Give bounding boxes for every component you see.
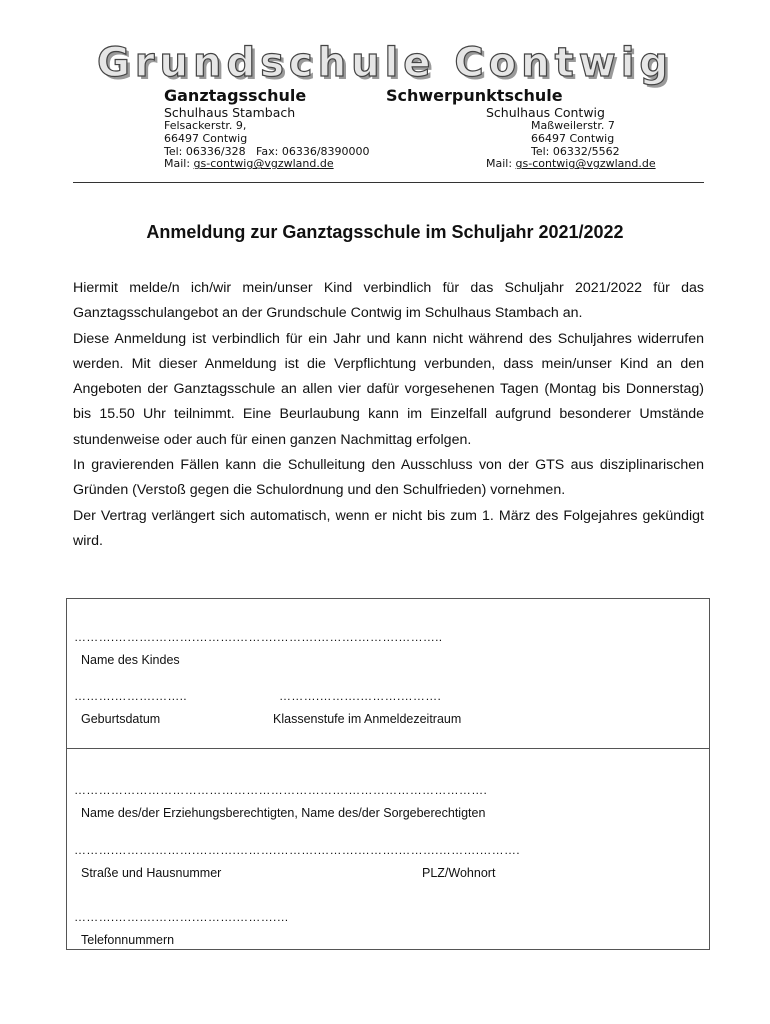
mail-link[interactable]: gs-contwig@vgzwland.de bbox=[193, 157, 334, 171]
child-name-field[interactable]: ……….……….……….……….……….……….……….……….……….. bbox=[74, 630, 443, 644]
address-contwig-name: Schulhaus Contwig bbox=[486, 105, 605, 120]
address-stambach-mail-row bbox=[164, 158, 444, 171]
paragraph: Hiermit melde/n ich/wir mein/unser Kind verbindlich für das Schuljahr 2021/2022 für das Ganztagsschulangebot an der Grundschule Contwig im Schulhaus Stambach an. bbox=[73, 280, 704, 322]
address-contwig-mail-row bbox=[486, 158, 706, 171]
mail-prefix: Mail: bbox=[164, 157, 194, 171]
address-stambach bbox=[164, 106, 444, 171]
mail-prefix: Mail: bbox=[486, 157, 516, 171]
child-name-label: Name des Kindes bbox=[81, 653, 180, 667]
address-contwig-phone: Tel: 06332/5562 bbox=[531, 144, 620, 158]
guardian-name-field[interactable]: ………………………………………………………….……………………………. bbox=[74, 783, 488, 797]
address-contwig bbox=[486, 106, 706, 171]
schwerpunktschule-heading: Schwerpunktschule bbox=[386, 86, 563, 105]
paragraph: Diese Anmeldung ist verbindlich für ein Jahr und kann nicht während des Schuljahres widerrufen werden. Mit dieser Anmeldung ist die Verpflichtung verbunden, dass mein/unser Kind an den Angeboten der Ganztagsschule an allen vier dafür vorgesehenen Tagen (Montag bis Donnerstag) bis 15.50 Uhr teilnimmt. Eine Beurlaubung kann im Einzelfall aufgrund besonderer Umstände stundenweise oder auch für einen ganzen Nachmittag erfolgen. bbox=[73, 330, 704, 448]
address-stambach-phone: Tel: 06336/328 Fax: 06336/8390000 bbox=[164, 144, 370, 158]
phone-field[interactable]: ……….……….……….……….……….… bbox=[74, 910, 289, 924]
street-label: Straße und Hausnummer bbox=[81, 866, 222, 880]
paragraph: In gravierenden Fällen kann die Schulleitung den Ausschluss von der GTS aus disziplinarischen Gründen (Verstoß gegen die Schulordnung und den Schulfrieden) vornehmen. bbox=[73, 457, 704, 499]
registration-form-box bbox=[66, 598, 710, 950]
guardian-name-label: Name des/der Erziehungsberechtigten, Name des/der Sorgeberechtigten bbox=[81, 806, 486, 820]
form-section-divider bbox=[66, 748, 710, 749]
registration-text bbox=[73, 276, 704, 554]
document-title: Anmeldung zur Ganztagsschule im Schuljahr 2021/2022 bbox=[146, 222, 624, 242]
street-city-field[interactable]: ……….……….……….……….……….……….……….……….……….……….………. bbox=[74, 843, 520, 857]
grade-label: Klassenstufe im Anmeldezeitraum bbox=[273, 712, 462, 726]
birthdate-label: Geburtsdatum bbox=[81, 712, 161, 726]
address-stambach-name: Schulhaus Stambach bbox=[164, 105, 296, 120]
ganztagsschule-heading: Ganztagsschule bbox=[164, 86, 307, 105]
phone-label: Telefonnummern bbox=[81, 933, 175, 947]
address-stambach-street: Felsackerstr. 9, bbox=[164, 119, 247, 132]
paragraph: Der Vertrag verlängert sich automatisch, wenn er nicht bis zum 1. März des Folgejahres gekündigt wird. bbox=[73, 507, 704, 549]
grade-field[interactable]: ……….……….……….………. bbox=[279, 689, 442, 703]
address-stambach-city: 66497 Contwig bbox=[164, 131, 248, 145]
address-contwig-street: Maßweilerstr. 7 bbox=[531, 119, 615, 132]
city-label: PLZ/Wohnort bbox=[422, 866, 496, 880]
school-name: Grundschule Contwig bbox=[96, 40, 674, 86]
address-contwig-city: 66497 Contwig bbox=[531, 131, 615, 145]
birthdate-field[interactable]: ……….……….…….. bbox=[74, 689, 187, 703]
mail-link[interactable]: gs-contwig@vgzwland.de bbox=[515, 157, 656, 171]
header-divider bbox=[73, 182, 704, 183]
